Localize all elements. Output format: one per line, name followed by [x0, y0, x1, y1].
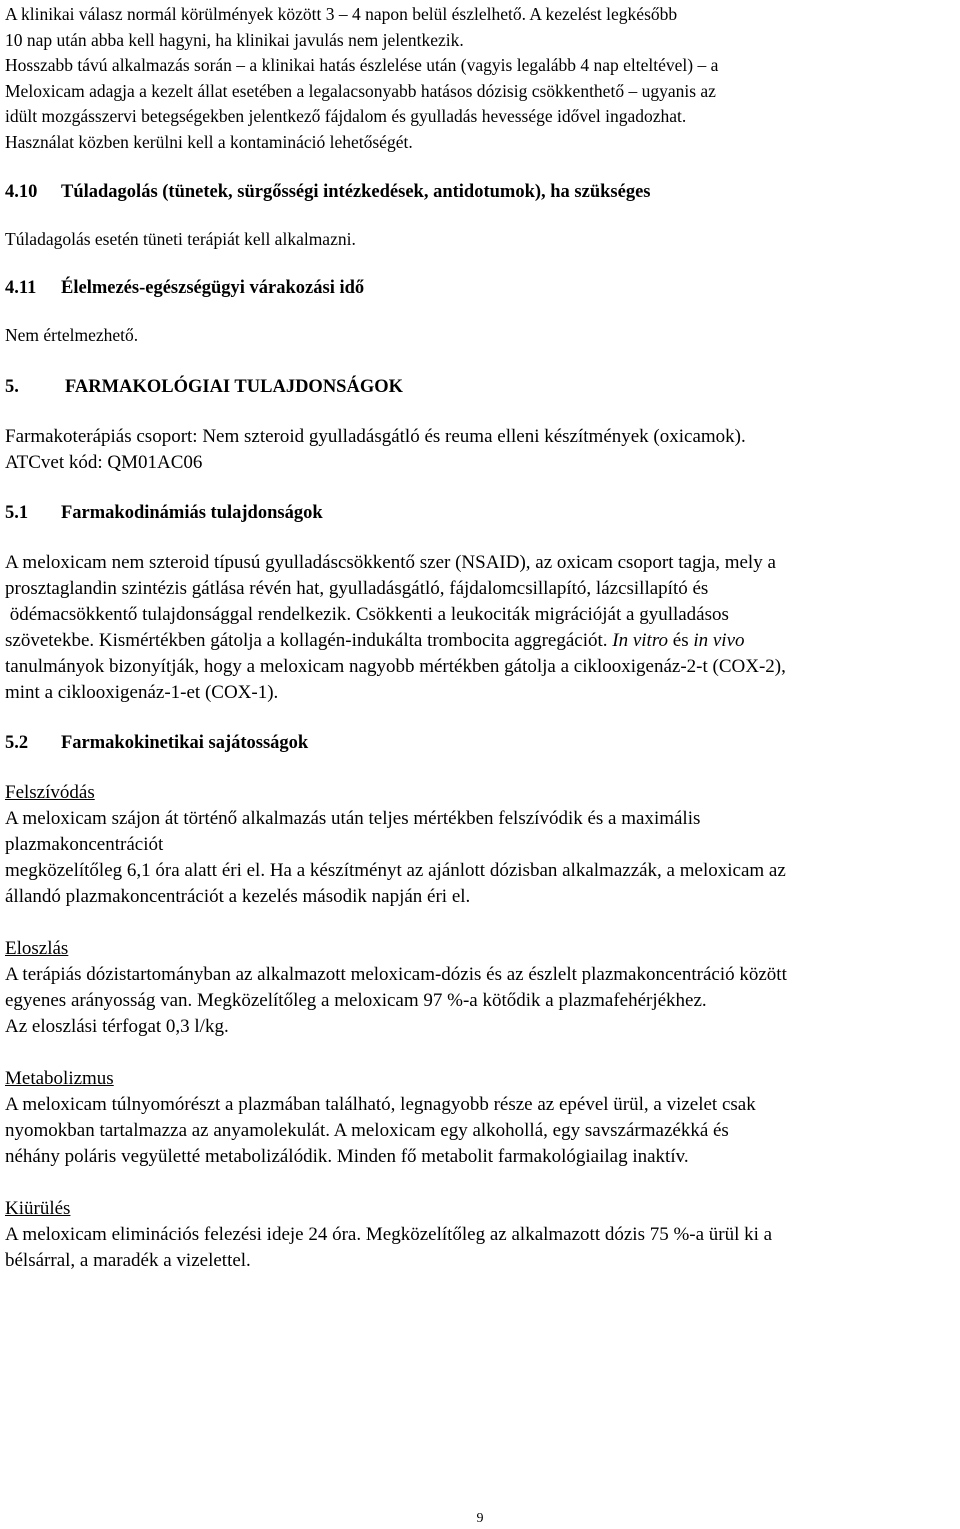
section-heading-5 [5, 374, 955, 400]
distribution-block [5, 936, 955, 1040]
text-line: nyomokban tartalmazza az anyamolekulát. A meloxicam egy alkohollá, egy savszármazékká és [5, 1120, 729, 1141]
section-title: Farmakokinetikai sajátosságok [61, 733, 309, 753]
text-line: A terápiás dózistartományban az alkalmazott meloxicam-dózis és az észlelt plazmakoncentráció között [5, 964, 787, 985]
italic-term: In vitro [612, 630, 669, 651]
text-line: ATCvet kód: QM01AC06 [5, 452, 203, 473]
section-heading-5-1 [5, 500, 955, 526]
section-body: Nem értelmezhető. [5, 324, 139, 345]
metabolism-block [5, 1066, 955, 1170]
absorption-block [5, 780, 955, 910]
text-line: A meloxicam nem szteroid típusú gyulladáscsökkentő szer (NSAID), az oxicam csoport tagja, mely a [5, 552, 776, 573]
subheading-absorption: Felszívódás [5, 782, 95, 803]
section-body: Túladagolás esetén tüneti terápiát kell alkalmazni. [5, 229, 356, 249]
section-heading-4-11 [5, 275, 955, 301]
subheading-metabolism: Metabolizmus [5, 1068, 114, 1089]
text-line: néhány poláris vegyületté metabolizálódik. Minden fő metabolit farmakológiailag inaktív. [5, 1146, 689, 1167]
section-number: 5.1 [5, 503, 29, 523]
section-number: 4.10 [5, 182, 38, 202]
section-heading-5-2 [5, 730, 955, 756]
section-number: 4.11 [5, 277, 37, 298]
text-line: szövetekbe. Kismértékben gátolja a kollagén-indukálta trombocita aggregációt. In vitro és in vivo [5, 630, 745, 651]
text-line: A klinikai válasz normál körülmények között 3 – 4 napon belül észlelhető. A kezelést legkésőbb [5, 4, 678, 24]
pharmacodynamics-paragraph [5, 550, 955, 706]
intro-paragraph [5, 2, 955, 155]
page-number: 9 [476, 1511, 484, 1526]
text-line: Használat közben kerülni kell a kontamináció lehetőségét. [5, 131, 413, 152]
text-line: ödémacsökkentő tulajdonsággal rendelkezik. Csökkenti a leukociták migrációját a gyulladásos [5, 604, 729, 625]
text-line: idült mozgásszervi betegségekben jelentkező fájdalom és gyulladás hevessége idővel ingadozhat. [5, 106, 687, 126]
section-number: 5.2 [5, 733, 29, 753]
text-line: állandó plazmakoncentrációt a kezelés második napján éri el. [5, 886, 471, 907]
text-line: bélsárral, a maradék a vizelettel. [5, 1250, 251, 1271]
text-line: mint a ciklooxigenáz-1-et (COX-1). [5, 682, 279, 703]
subheading-excretion: Kiürülés [5, 1198, 71, 1219]
section-title: FARMAKOLÓGIAI TULAJDONSÁGOK [65, 377, 403, 397]
text-line: Farmakoterápiás csoport: Nem szteroid gyulladásgátló és reuma elleni készítmények (oxicamok). [5, 426, 746, 447]
text-line: Hosszabb távú alkalmazás során – a klinikai hatás észlelése után (vagyis legalább 4 nap elteltével) – a [5, 55, 719, 75]
excretion-block [5, 1196, 955, 1274]
document-page [5, 2, 955, 1274]
text-line: prosztaglandin szintézis gátlása révén hat, gyulladásgátló, fájdalomcsillapító, lázcsillapító és [5, 578, 709, 599]
text-line: megközelítőleg 6,1 óra alatt éri el. Ha a készítményt az ajánlott dózisban alkalmazzák, a meloxicam az [5, 860, 786, 881]
text-line: plazmakoncentrációt [5, 834, 164, 855]
section-heading-4-10 [5, 179, 955, 205]
text-line: A meloxicam eliminációs felezési ideje 24 óra. Megközelítőleg az alkalmazott dózis 75 %-a ürül ki a [5, 1224, 773, 1245]
section-title: Túladagolás (tünetek, sürgősségi intézkedések, antidotumok), ha szükséges [61, 182, 651, 202]
text-line: A meloxicam túlnyomórészt a plazmában található, legnagyobb része az epével ürül, a vizelet csak [5, 1094, 756, 1115]
italic-term: in vivo [693, 630, 745, 651]
section-number: 5. [5, 377, 19, 397]
text-line: Meloxicam adagja a kezelt állat esetében a legalacsonyabb hatásos dózisig csökkenthető – ugyanis az [5, 80, 716, 101]
section-title: Farmakodinámiás tulajdonságok [61, 503, 323, 523]
text-line: tanulmányok bizonyítják, hogy a meloxicam nagyobb mértékben gátolja a ciklooxigenáz-2-t (COX-2), [5, 656, 786, 677]
section-title: Élelmezés-egészségügyi várakozási idő [61, 277, 365, 298]
text-line: egyenes arányosság van. Megközelítőleg a meloxicam 97 %-a kötődik a plazmafehérjékhez. [5, 990, 707, 1011]
subheading-distribution: Eloszlás [5, 938, 69, 959]
text-line: Az eloszlási térfogat 0,3 l/kg. [5, 1016, 229, 1037]
text-line: A meloxicam szájon át történő alkalmazás után teljes mértékben felszívódik és a maximális [5, 808, 701, 829]
text-line: 10 nap után abba kell hagyni, ha klinikai javulás nem jelentkezik. [5, 29, 464, 50]
